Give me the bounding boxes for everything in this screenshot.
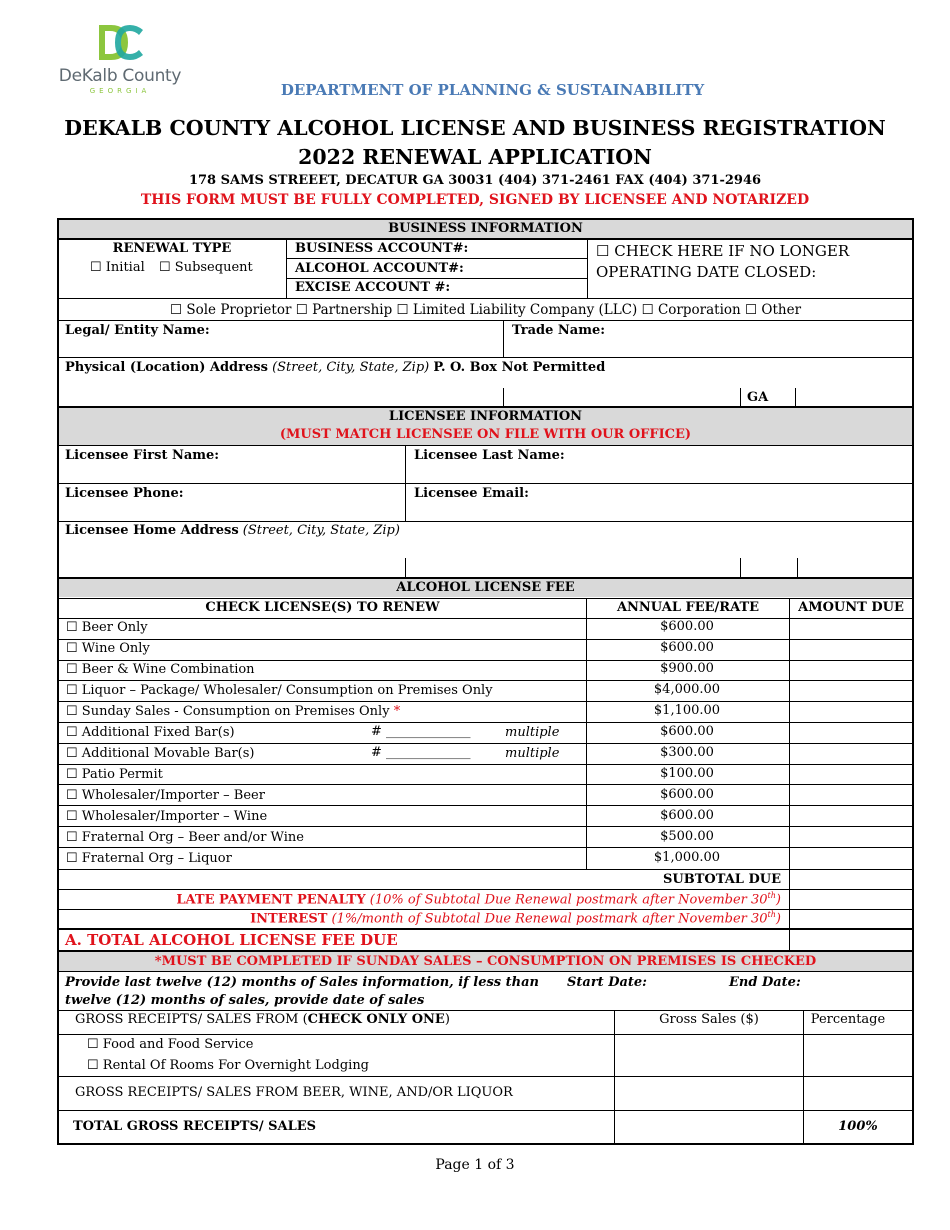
total-percentage: 100% xyxy=(838,1119,878,1134)
fee-value: $600.00 xyxy=(660,640,714,655)
rental-rooms-checkbox[interactable]: ☐ Rental Of Rooms For Overnight Lodging xyxy=(87,1058,370,1073)
gross-sales-header: Gross Sales ($) xyxy=(659,1012,759,1027)
form-title: DEKALB COUNTY ALCOHOL LICENSE AND BUSINESS REGISTRATION xyxy=(64,116,886,140)
renewal-type-label: RENEWAL TYPE xyxy=(112,241,232,256)
licensee-last-name-field[interactable]: Licensee Last Name: xyxy=(414,448,565,463)
interest-row xyxy=(59,910,781,926)
business-section-title: BUSINESS INFORMATION xyxy=(388,221,583,236)
subtotal-label: SUBTOTAL DUE xyxy=(663,872,781,887)
fee-row-liquor-package[interactable]: ☐ Liquor – Package/ Wholesaler/ Consumption on Premises Only xyxy=(66,683,493,698)
total-alcohol-fee-label: A. TOTAL ALCOHOL LICENSE FEE DUE xyxy=(65,931,398,949)
date-closed-field[interactable]: OPERATING DATE CLOSED: xyxy=(596,263,817,281)
fee-rows xyxy=(57,618,914,868)
fee-row-beer-only[interactable]: ☐ Beer Only xyxy=(66,620,148,635)
fee-row-wine-only[interactable]: ☐ Wine Only xyxy=(66,641,150,656)
logo-county-name: DeKalb County xyxy=(58,66,182,86)
fee-section-title: ALCOHOL LICENSE FEE xyxy=(396,580,575,595)
page-number: Page 1 of 3 xyxy=(435,1157,515,1173)
fee-row-patio-permit[interactable]: ☐ Patio Permit xyxy=(66,767,163,782)
fixed-bars-multiple: multiple xyxy=(505,725,560,740)
gross-receipts-prefix: GROSS RECEIPTS/ SALES FROM ( xyxy=(75,1012,308,1027)
fee-value: $600.00 xyxy=(660,619,714,634)
fee-value: $600.00 xyxy=(660,787,714,802)
no-longer-operating-checkbox[interactable]: ☐ CHECK HERE IF NO LONGER xyxy=(596,242,850,260)
fee-row-additional-movable-bars[interactable]: ☐ Additional Movable Bar(s) xyxy=(66,746,255,761)
interest-label: INTEREST xyxy=(250,911,328,927)
physical-address-field[interactable] xyxy=(65,360,605,375)
po-box-note: P. O. Box Not Permitted xyxy=(433,360,606,375)
late-penalty-paren: ) xyxy=(775,892,781,908)
state-value: GA xyxy=(747,390,769,405)
fee-row-additional-fixed-bars[interactable]: ☐ Additional Fixed Bar(s) xyxy=(66,725,235,740)
licensee-phone-field[interactable]: Licensee Phone: xyxy=(65,486,184,501)
late-penalty-label: LATE PAYMENT PENALTY xyxy=(176,892,366,908)
trade-name-field[interactable]: Trade Name: xyxy=(512,323,606,338)
fee-row-fraternal-liquor[interactable]: ☐ Fraternal Org – Liquor xyxy=(66,851,232,866)
end-date-field[interactable]: End Date: xyxy=(729,975,801,990)
late-penalty-note: (10% of Subtotal Due Renewal postmark after November 30 xyxy=(369,892,768,908)
fee-value: $100.00 xyxy=(660,766,714,781)
sales-instruction-line1: Provide last twelve (12) months of Sales information, if less than xyxy=(65,975,539,990)
percentage-header: Percentage xyxy=(810,1012,886,1027)
fee-value: $900.00 xyxy=(660,661,714,676)
fee-row-beer-wine-combination[interactable]: ☐ Beer & Wine Combination xyxy=(66,662,255,677)
interest-th: th xyxy=(767,910,776,919)
col-license-header: CHECK LICENSE(S) TO RENEW xyxy=(205,600,440,615)
movable-bars-count-field[interactable]: # _____________ xyxy=(371,745,471,760)
entity-type-checkboxes[interactable]: ☐ Sole Proprietor ☐ Partnership ☐ Limited Liability Company (LLC) ☐ Corporation ☐ Other xyxy=(169,302,802,318)
sales-instruction-line2: twelve (12) months of sales, provide date of sales xyxy=(65,993,425,1008)
movable-bars-multiple: multiple xyxy=(505,746,560,761)
alcohol-account-field[interactable]: ALCOHOL ACCOUNT#: xyxy=(295,261,464,276)
fixed-bars-count-field[interactable]: # _____________ xyxy=(371,724,471,739)
fee-value: $600.00 xyxy=(660,724,714,739)
licensee-email-field[interactable]: Licensee Email: xyxy=(414,486,529,501)
home-address-label: Licensee Home Address xyxy=(65,523,239,538)
excise-account-field[interactable]: EXCISE ACCOUNT #: xyxy=(295,280,451,295)
check-only-one: CHECK ONLY ONE xyxy=(307,1012,445,1027)
col-fee-header: ANNUAL FEE/RATE xyxy=(616,600,760,615)
interest-paren: ) xyxy=(775,911,781,927)
fee-row-sunday-sales[interactable] xyxy=(66,704,400,719)
food-service-checkbox[interactable]: ☐ Food and Food Service xyxy=(87,1037,254,1052)
department-title: DEPARTMENT OF PLANNING & SUSTAINABILITY xyxy=(280,81,705,99)
fee-row-wholesaler-beer[interactable]: ☐ Wholesaler/Importer – Beer xyxy=(66,788,265,803)
col-amount-header: AMOUNT DUE xyxy=(798,600,904,615)
sunday-sales-star: * xyxy=(393,704,401,719)
office-address: 178 SAMS STREEET, DECATUR GA 30031 (404) 371-2461 FAX (404) 371-2946 xyxy=(188,173,762,188)
fee-value: $1,100.00 xyxy=(653,703,721,718)
fee-value: $300.00 xyxy=(660,745,714,760)
licensee-first-name-field[interactable]: Licensee First Name: xyxy=(65,448,220,463)
licensee-section-title: LICENSEE INFORMATION xyxy=(388,409,583,424)
sunday-sales-banner: *MUST BE COMPLETED IF SUNDAY SALES – CONSUMPTION ON PREMISES IS CHECKED xyxy=(154,954,817,969)
fee-row-fraternal-beer-wine[interactable]: ☐ Fraternal Org – Beer and/or Wine xyxy=(66,830,304,845)
business-account-field[interactable]: BUSINESS ACCOUNT#: xyxy=(295,241,469,256)
licensee-section-note: (MUST MATCH LICENSEE ON FILE WITH OUR OFFICE) xyxy=(279,427,692,442)
fee-value: $500.00 xyxy=(660,829,714,844)
alcohol-sales-label: GROSS RECEIPTS/ SALES FROM BEER, WINE, AND/OR LIQUOR xyxy=(75,1085,513,1100)
form-subtitle: 2022 RENEWAL APPLICATION xyxy=(298,145,652,169)
total-gross-receipts-label: TOTAL GROSS RECEIPTS/ SALES xyxy=(73,1119,317,1134)
legal-entity-name-field[interactable]: Legal/ Entity Name: xyxy=(65,323,210,338)
gross-receipts-suffix: ) xyxy=(444,1012,450,1027)
dc-logo-mark xyxy=(55,22,185,66)
home-address-hint: (Street, City, State, Zip) xyxy=(242,523,400,538)
fee-row-wholesaler-wine[interactable]: ☐ Wholesaler/Importer – Wine xyxy=(66,809,268,824)
logo-state-name: GEORGIA xyxy=(89,87,151,95)
fee-value: $4,000.00 xyxy=(653,682,721,697)
physical-address-label: Physical (Location) Address xyxy=(65,360,268,375)
physical-address-hint: (Street, City, State, Zip) xyxy=(272,360,430,375)
renewal-initial-checkbox[interactable]: ☐ Initial xyxy=(90,260,145,275)
completion-warning: THIS FORM MUST BE FULLY COMPLETED, SIGNED BY LICENSEE AND NOTARIZED xyxy=(140,192,810,208)
start-date-field[interactable]: Start Date: xyxy=(567,975,647,990)
late-payment-penalty-row xyxy=(59,891,781,907)
fee-value: $600.00 xyxy=(660,808,714,823)
renewal-subsequent-checkbox[interactable]: ☐ Subsequent xyxy=(159,260,253,275)
gross-receipts-from-label xyxy=(75,1012,450,1027)
licensee-home-address-field[interactable] xyxy=(65,523,400,538)
late-penalty-th: th xyxy=(767,891,776,900)
interest-note: (1%/month of Subtotal Due Renewal postmark after November 30 xyxy=(331,911,768,927)
sunday-sales-label: ☐ Sunday Sales - Consumption on Premises Only xyxy=(66,704,390,719)
fee-value: $1,000.00 xyxy=(653,850,721,865)
